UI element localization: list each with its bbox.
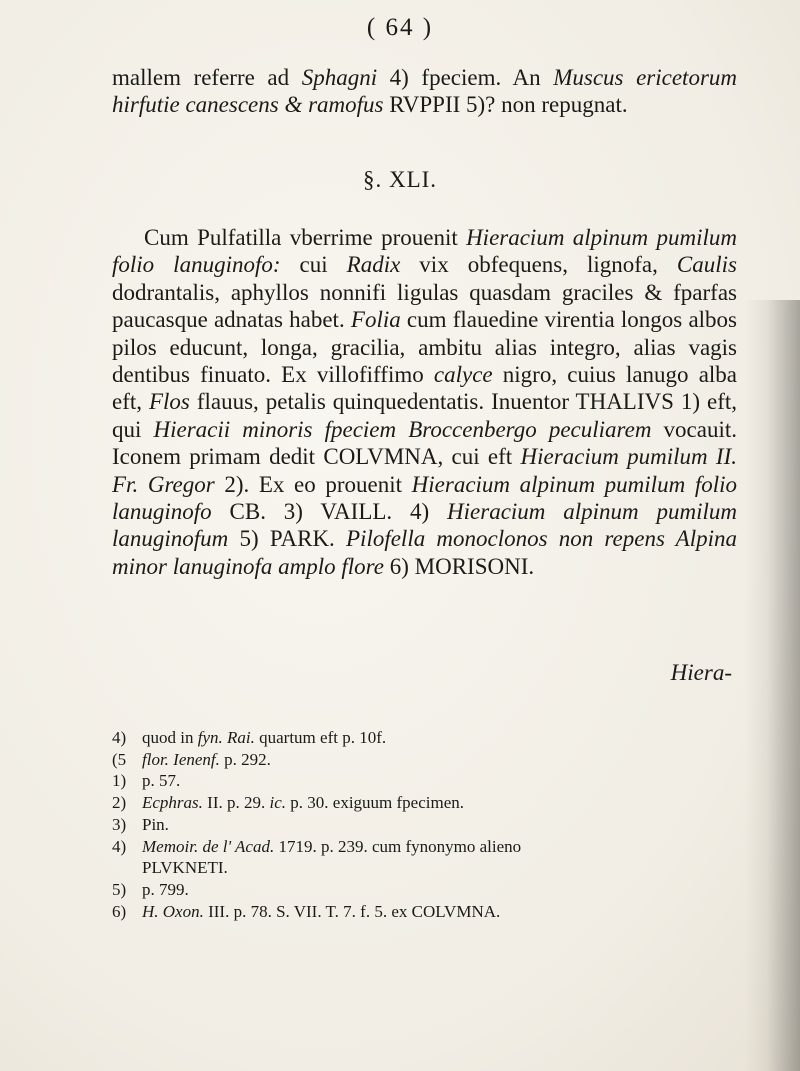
body-italic-10: Hieracium alpinum pumilum lanuginofum [112,499,737,552]
footnote-number: (5 [112,749,127,769]
footnote-number: 4) [112,836,127,856]
footnote-number: 1) [112,771,127,791]
footnote-5b [112,879,742,901]
body-text-7: flauus, petalis quinquedentatis. Inuentor THALIVS 1) eft, qui [112,389,737,442]
footnote-italic: fyn. Rai. [197,728,255,747]
body-text-3: vix obfequens, lignofa, [400,252,677,278]
intro-text-2: 4) fpeciem. An [377,65,554,90]
body-text-10: CB. 3) VAILL. 4) [211,499,448,525]
footnote-text [142,749,271,771]
footnote-1 [112,770,742,792]
footnote-3 [112,814,742,836]
footnote-number: 3) [112,814,127,834]
intro-italic-2: Muscus ericetorum hirfutie canescens & ramofus [112,65,738,118]
footnote-text-part: p. 292. [219,749,271,769]
footnote-text-part: 1719. p. 239. cum fynonymo alieno [274,836,522,856]
footnote-2 [112,792,742,814]
footnote-6 [112,901,742,923]
footnote-text [142,792,464,814]
body-italic-4: Folia [350,307,401,333]
footnote-text: p. 799. [142,879,189,899]
page-edge-shadow [745,300,800,1071]
footnote-italic: ic. [269,793,287,813]
section-heading: §. XLI. [362,167,438,192]
body-italic-2: Radix [346,252,401,278]
footnote-italic: Memoir. de l' Acad. [142,836,275,856]
body-text-4: dodrantalis, aphyllos nonnifi ligulas quasdam graciles & fparfas paucasque adnatas habet. [112,279,737,333]
footnote-number: 4) [112,728,127,747]
footnote-text-part: quartum eft p. 10f. [254,728,387,747]
footnote-number: 5) [112,879,127,899]
footnote-number: 6) [112,901,127,921]
footnote-text: Pin. [142,814,169,834]
intro-text-3: RVPPII 5)? non repugnat. [383,92,628,118]
footnote-italic: Ecphras. [142,793,203,813]
footnote-text [142,727,386,749]
footnotes [112,727,742,922]
body-text-6: nigro, cuius lanugo alba eft, [112,362,737,415]
body-italic-6: Flos [148,389,190,415]
footnote-text-part: III. p. 78. S. VII. T. 7. f. 5. ex COLVMNA. [203,901,501,921]
body-italic-1: Hieracium alpinum pumilum folio lanuginofo: [112,225,737,278]
footnote-text-part: quod in [142,728,198,747]
footnote-text: p. 57. [142,771,181,791]
page-number: ( 64 ) [366,14,434,41]
body-text-9: 2). Ex eo prouenit [214,471,412,497]
footnote-text-part: p. 30. exiguum fpecimen. [286,793,465,813]
footnote-4 [112,727,742,749]
footnote-continuation: PLVKNETI. [142,858,228,878]
footnote-italic: flor. Ienenf. [142,749,220,769]
body-text-2: cui [280,252,347,278]
body-text-5: cum flauedine virentia longos albos pilos educunt, longa, gracilia, ambitu alias integro, alias vagis dentibus finuato. Ex villofiffimo [112,307,737,388]
intro-italic-1: Sphagni [301,65,378,90]
footnote-text [142,836,521,858]
body-italic-7: Hieracii minoris fpeciem Broccenbergo peculiarem [153,416,652,442]
intro-text-1: mallem referre ad [112,65,302,90]
body-text-12: 6) MORISONI. [383,553,535,579]
footnote-number: 2) [112,793,127,813]
footnote-5 [112,749,742,771]
intro-paragraph [112,64,737,119]
body-italic-9: Hieracium alpinum pumilum folio lanuginofo [112,471,737,525]
footnote-text-part: II. p. 29. [202,793,270,813]
body-italic-11: Pilofella monoclonos non repens Alpina minor lanuginofa amplo flore [112,526,737,579]
body-text-8: vocauit. Iconem primam dedit COLVMNA, cui eft [112,416,737,470]
body-text-1: Cum Pulfatilla vberrime prouenit [144,225,467,250]
footnote-italic: H. Oxon. [142,901,204,921]
footnote-text [142,901,500,923]
main-paragraph [112,224,737,580]
body-italic-5: calyce [433,362,493,388]
footnote-4b [112,836,742,858]
body-text-11: 5) PARK. [228,526,346,552]
body-italic-8: Hieracium pumilum II. Fr. Gregor [112,444,737,497]
catchword: Hiera- [670,660,732,685]
body-italic-3: Caulis [676,252,737,278]
